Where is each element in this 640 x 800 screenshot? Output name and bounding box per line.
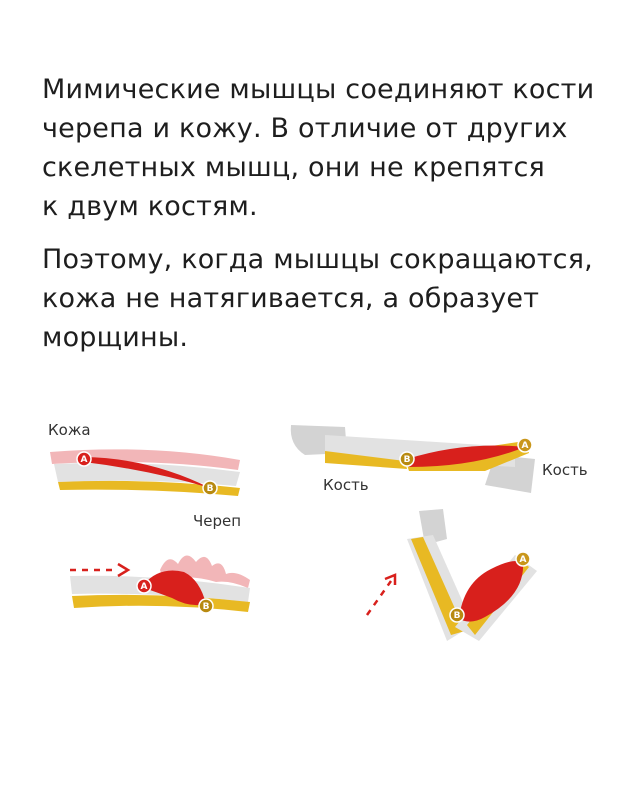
facial-muscle-relaxed-illustration (40, 430, 260, 510)
marker-a (77, 452, 91, 466)
svg-text:B: B (403, 455, 411, 465)
marker-b (450, 608, 464, 622)
svg-text:B: B (202, 602, 210, 612)
contracted-muscle (459, 561, 523, 622)
intro-line-1: Мимические мышцы соединяют кости (42, 74, 595, 105)
motion-arrow (367, 575, 395, 615)
svg-text:A: A (80, 455, 88, 465)
marker-b (400, 452, 414, 466)
svg-text:B: B (453, 611, 461, 621)
conclusion-paragraph (42, 240, 612, 357)
skin-label: Кожа (48, 421, 91, 439)
facial-muscle-contracted-illustration (60, 540, 260, 630)
skeletal-muscle-flexed-illustration (355, 505, 555, 655)
svg-text:A: A (140, 582, 148, 592)
marker-b (203, 481, 217, 495)
marker-a (137, 579, 151, 593)
marker-a (516, 552, 530, 566)
intro-line-4: к двум костям. (42, 191, 258, 222)
conclusion-line-3: морщины. (42, 322, 189, 353)
bone-label-left: Кость (323, 476, 369, 494)
motion-arrow (70, 564, 128, 576)
svg-text:B: B (206, 484, 214, 494)
intro-line-2: черепа и кожу. В отличие от других (42, 113, 568, 144)
svg-text:A: A (521, 441, 529, 451)
skeletal-muscle-extended-illustration (285, 415, 550, 500)
conclusion-line-1: Поэтому, когда мышцы сокращаются, (42, 244, 593, 275)
conclusion-line-2: кожа не натягивается, а образует (42, 283, 540, 314)
intro-line-3: скелетных мышц, они не крепятся (42, 152, 545, 183)
marker-b (199, 599, 213, 613)
intro-paragraph (42, 70, 612, 226)
bone-label-right: Кость (542, 461, 588, 479)
skull-label: Череп (193, 512, 242, 530)
svg-text:A: A (519, 555, 527, 565)
marker-a (518, 438, 532, 452)
